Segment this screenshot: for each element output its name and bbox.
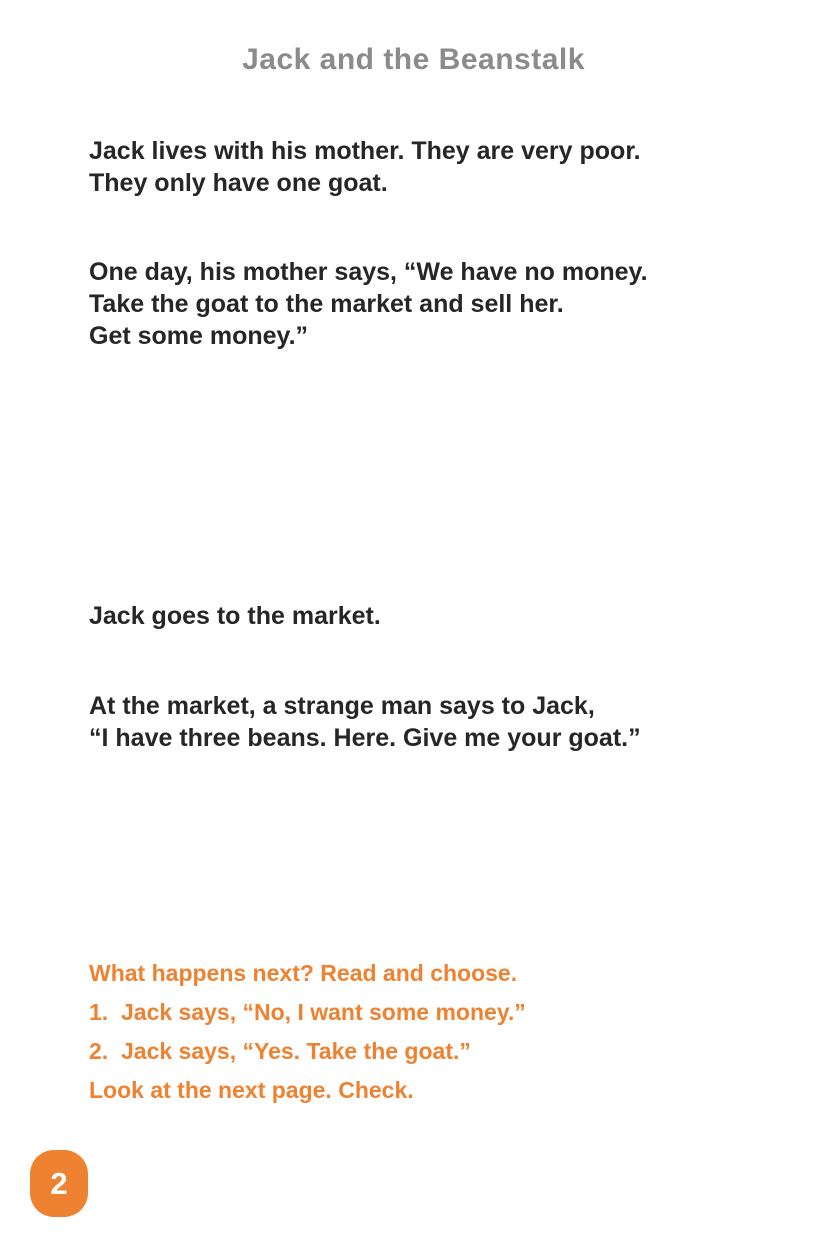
story-line: Jack goes to the market. [89,602,381,630]
page-number-badge [30,1150,88,1217]
option-number: 2. [89,1038,109,1064]
page-number: 2 [50,1165,68,1201]
story-line: Jack lives with his mother. They are very poor. [89,137,641,165]
story-line: “I have three beans. Here. Give me your goat.” [89,724,641,752]
page-title: Jack and the Beanstalk [242,43,585,76]
story-paragraph-1 [89,135,641,199]
story-line: Get some money.” [89,322,309,350]
activity-option-2 [89,1036,526,1066]
story-line: They only have one goat. [89,169,388,197]
story-line: Take the goat to the market and sell her. [89,290,564,318]
activity-block [89,958,526,1105]
option-number: 1. [89,999,109,1025]
option-text: Jack says, “Yes. Take the goat.” [121,1038,471,1064]
story-paragraph-2 [89,256,648,352]
activity-footer: Look at the next page. Check. [89,1077,414,1103]
activity-prompt: What happens next? Read and choose. [89,960,518,986]
story-paragraph-4 [89,690,641,754]
story-line: One day, his mother says, “We have no money. [89,258,648,286]
story-paragraph-3 [89,600,381,632]
option-text: Jack says, “No, I want some money.” [121,999,526,1025]
story-line: At the market, a strange man says to Jack, [89,692,595,720]
activity-option-1 [89,997,526,1027]
